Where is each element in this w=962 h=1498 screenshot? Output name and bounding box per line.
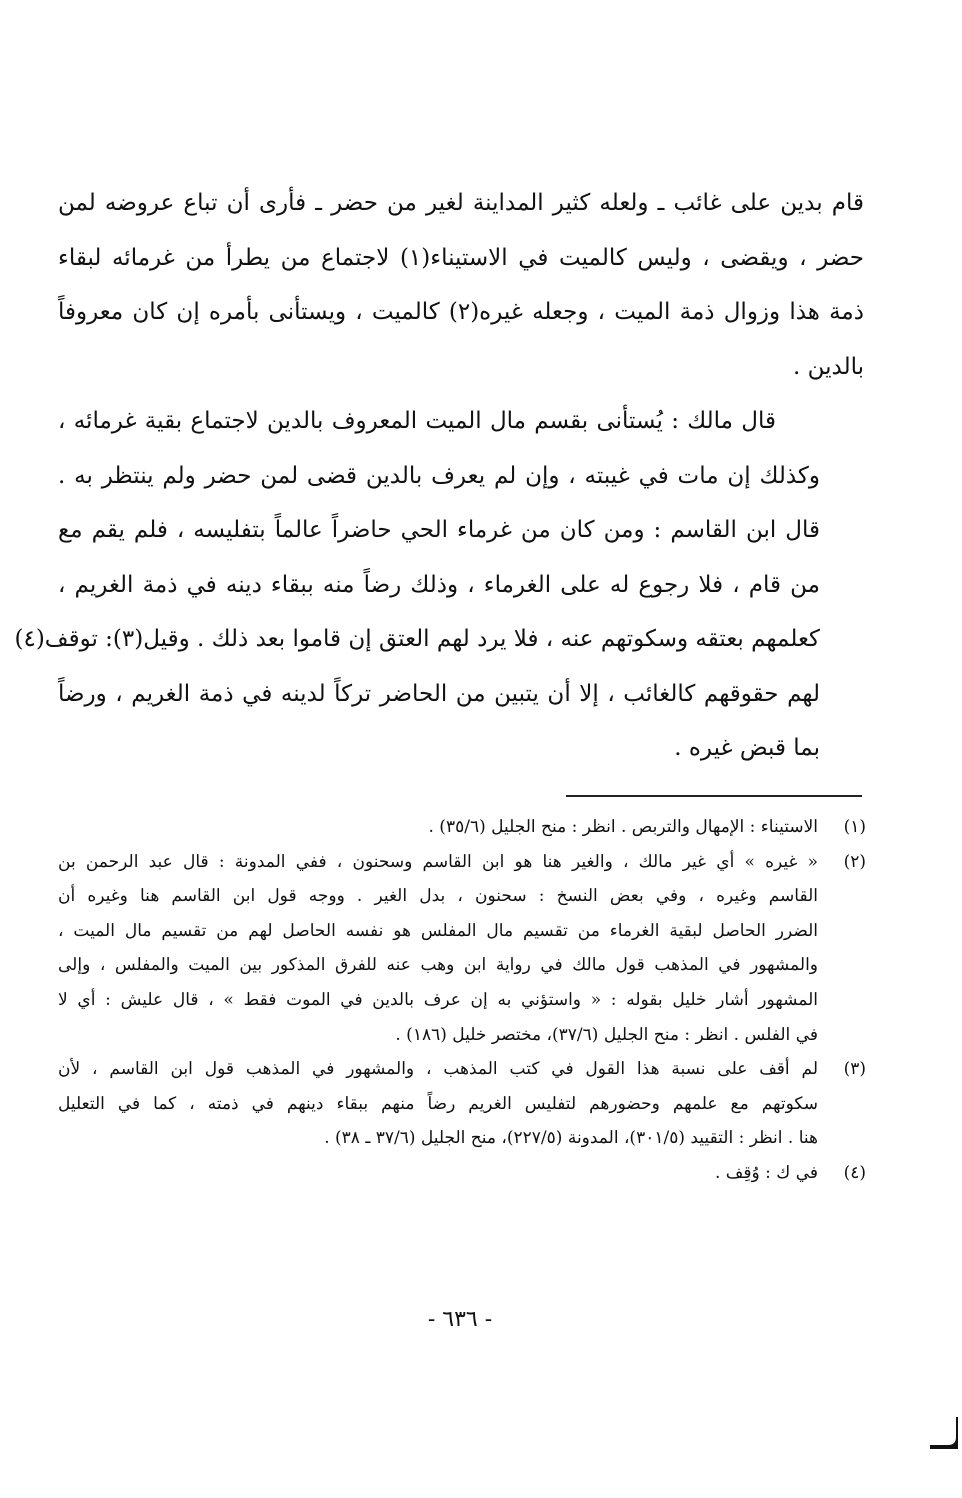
footnote-line: الاستيناء : الإمهال والتربص . انظر : منح الجليل (٣٥/٦) . (428, 817, 818, 837)
footnote-line: الضرر الحاصل لبقية الغرماء من تقسيم مال المفلس هو نفسه الحاصل لهم من تقسيم مال الميت ، (58, 920, 818, 941)
main-text (14, 176, 864, 776)
paragraph-2 (14, 394, 864, 776)
footnote-line: المشهور أشار خليل بقوله : « واستؤني به إن عرف بالدين في الموت فقط » ، قال عليش : أي لا (58, 989, 818, 1010)
corner-scan-mark (926, 1415, 960, 1455)
text-line: قال مالك : يُستأنى بقسم مال الميت المعروف بالدين لاجتماع بقية غرمائه ، (58, 408, 776, 434)
footnote-line: « غيره » أي غير مالك ، والغير هنا هو ابن القاسم وسحنون ، ففي المدونة : قال عبد الرحمن بن (58, 851, 818, 872)
text-line: من قام ، فلا رجوع له على الغرماء ، وذلك رضاً منه ببقاء دينه في ذمة الغريم ، (58, 571, 820, 598)
footnote-line: في ك : وُقِف . (715, 1162, 818, 1183)
footnote-text (58, 845, 818, 1053)
footnotes (58, 810, 866, 1191)
text-line: بما قبض غيره . (674, 735, 820, 761)
footnote-line: القاسم وغيره ، وفي بعض النسخ : سحنون ، بدل الغير . ووجه قول ابن القاسم هنا وغيره أن (58, 886, 818, 907)
paragraph-1 (58, 176, 864, 394)
text-line: قام بدين على غائب ـ ولعله كثير المداينة لغير من حضر ـ فأرى أن تباع عروضه لمن (58, 190, 864, 216)
page-number: - ٦٣٦ - (427, 1307, 493, 1332)
footnote-line: في الفلس . انظر : منح الجليل (٣٧/٦)، مختصر خليل (١٨٦) . (395, 1024, 818, 1045)
footnote-2 (58, 845, 866, 1053)
footnote-number: (٤) (843, 1162, 866, 1183)
footnote-number: (١) (843, 817, 866, 837)
footnote-number: (٣) (843, 1059, 866, 1080)
footnote-4 (58, 1156, 866, 1191)
text-line: حضر ، ويقضى ، وليس كالميت في الاستيناء(١) لاجتماع من يطرأ من غرمائه لبقاء (58, 244, 864, 271)
footnote-separator (566, 795, 862, 797)
text-line: ذمة هذا وزوال ذمة الميت ، وجعله غيره(٢) كالميت ، ويستأنى بأمره إن كان معروفاً (58, 299, 864, 325)
footnote-text (58, 1052, 818, 1156)
footnote-line: سكوتهم مع علمهم وحضورهم لتفليس الغريم رضاً منهم ببقاء دينهم في ذمته ، كما في التعليل (58, 1093, 818, 1114)
footnote-line: لم أقف على نسبة هذا القول في كتب المذهب ، والمشهور في المذهب قول ابن القاسم ، لأن (58, 1059, 818, 1080)
footnote-text (58, 1156, 818, 1191)
text-line: لهم حقوقهم كالغائب ، إلا أن يتبين من الحاضر تركاً لدينه في ذمة الغريم ، ورضاً (58, 680, 820, 707)
text-line: بالدين . (792, 353, 864, 380)
footnote-number: (٢) (843, 851, 866, 872)
footnote-line: والمشهور في المذهب قول مالك في رواية ابن وهب عنه للفرق المذكور بين الميت والمفلس ، وإلى (58, 955, 818, 976)
text-line: وكذلك إن مات في غيبته ، وإن لم يعرف بالدين قضى لمن حضر ولم ينتظر به . (58, 462, 820, 489)
text-line: قال ابن القاسم : ومن كان من غرماء الحي حاضراً عالماً بتفليسه ، فلم يقم مع (58, 517, 820, 543)
footnote-1 (58, 810, 866, 845)
footnote-line: هنا . انظر : التقييد (٣٠١/٥)، المدونة (٢٢٧/٥)، منح الجليل (٣٧/٦ ـ ٣٨) . (324, 1128, 818, 1149)
text-line: كعلمهم بعتقه وسكوتهم عنه ، فلا يرد لهم العتق إن قاموا بعد ذلك . وقيل(٣): توقف(٤) (14, 626, 820, 652)
footnote-3 (58, 1052, 866, 1156)
footnote-text (58, 810, 818, 845)
